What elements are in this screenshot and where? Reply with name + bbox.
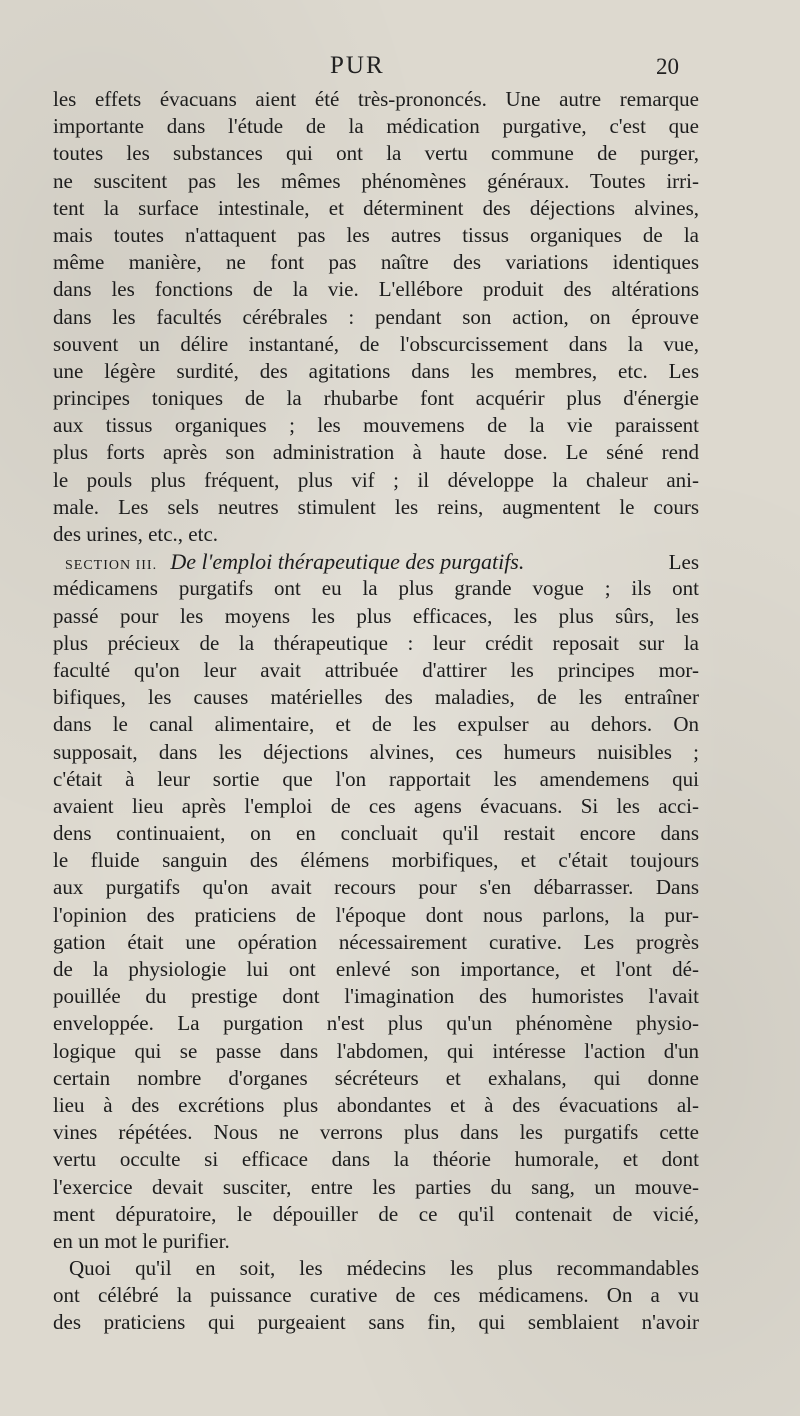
- text-line: ment dépuratoire, le dépouiller de ce qu'il contenait de vicié,: [53, 1201, 699, 1226]
- text-line: ont célébré la puissance curative de ces médicamens. On a vu: [53, 1283, 699, 1308]
- text-line: dans le canal alimentaire, et de les expulser au dehors. On: [53, 712, 699, 737]
- text-line: pouillée du prestige dont l'imagination des humoristes l'avait: [53, 984, 699, 1009]
- page-number: 20: [656, 54, 679, 79]
- text-line: aux purgatifs qu'on avait recours pour s'en débarrasser. Dans: [53, 875, 699, 900]
- text-line: certain nombre d'organes sécréteurs et exhalans, qui donne: [53, 1065, 699, 1090]
- running-head: [0, 52, 800, 88]
- text-line: dans les facultés cérébrales : pendant son action, on éprouve: [53, 304, 699, 329]
- text-line: supposait, dans les déjections alvines, ces humeurs nuisibles ;: [53, 739, 699, 764]
- text-line: aux tissus organiques ; les mouvemens de la vie paraissent: [53, 413, 699, 438]
- text-line: lieu à des excrétions plus abondantes et à des évacuations al-: [53, 1092, 699, 1117]
- text-line: mais toutes n'attaquent pas les autres tissus organiques de la: [53, 222, 699, 247]
- text-line: toutes les substances qui ont la vertu commune de purger,: [53, 141, 699, 166]
- text-line: plus précieux de la thérapeutique : leur crédit reposait sur la: [53, 630, 699, 655]
- text-line: une légère surdité, des agitations dans les membres, etc. Les: [53, 358, 699, 383]
- text-line: souvent un délire instantané, de l'obscurcissement dans la vue,: [53, 331, 699, 356]
- text-line: bifiques, les causes matérielles des maladies, de les entraîner: [53, 685, 699, 710]
- text-line: tent la surface intestinale, et déterminent des déjections alvines,: [53, 195, 699, 220]
- text-line: en un mot le purifier.: [53, 1228, 230, 1253]
- running-title: PUR: [330, 52, 385, 79]
- section-heading: [53, 548, 699, 575]
- text-line: enveloppée. La purgation n'est plus qu'un phénomène physio-: [53, 1011, 699, 1036]
- paragraph-continuation: [53, 86, 699, 548]
- text-line: médicamens purgatifs ont eu la plus grande vogue ; ils ont: [53, 576, 699, 601]
- text-line: ne suscitent pas les mêmes phénomènes généraux. Toutes irri-: [53, 168, 699, 193]
- text-line: importante dans l'étude de la médication purgative, c'est que: [53, 114, 699, 139]
- text-line: male. Les sels neutres stimulent les reins, augmentent le cours: [53, 494, 699, 519]
- section-label: SECTION III.: [65, 558, 158, 574]
- section-title: De l'emploi thérapeutique des purgatifs.: [170, 549, 525, 575]
- text-line: dens continuaient, on en concluait qu'il restait encore dans: [53, 821, 699, 846]
- text-line: c'était à leur sortie que l'on rapportait les amendemens qui: [53, 766, 699, 791]
- text-line: l'exercice devait susciter, entre les parties du sang, un mouve-: [53, 1174, 699, 1199]
- text-line: Quoi qu'il en soit, les médecins les plus recommandables: [69, 1256, 699, 1281]
- text-line: vertu occulte si efficace dans la théorie humorale, et dont: [53, 1147, 699, 1172]
- text-line: vines répétées. Nous ne verrons plus dans les purgatifs cette: [53, 1120, 699, 1145]
- text-line: dans les fonctions de la vie. L'ellébore produit des altérations: [53, 277, 699, 302]
- text-line: le pouls plus fréquent, plus vif ; il développe la chaleur ani-: [53, 467, 699, 492]
- paragraph-next: [53, 1255, 699, 1337]
- text-line: logique qui se passe dans l'abdomen, qui intéresse l'action d'un: [53, 1038, 699, 1063]
- text-line: plus forts après son administration à haute dose. Le séné rend: [53, 440, 699, 465]
- text-line: principes toniques de la rhubarbe font acquérir plus d'énergie: [53, 386, 699, 411]
- text-line: des urines, etc., etc.: [53, 522, 219, 546]
- section-first-word: Les: [668, 550, 699, 575]
- text-line: de la physiologie lui ont enlevé son importance, et l'ont dé-: [53, 957, 699, 981]
- text-line: passé pour les moyens les plus efficaces, les plus sûrs, les: [53, 603, 699, 628]
- text-line: l'opinion des praticiens de l'époque dont nous parlons, la pur-: [53, 902, 699, 927]
- text-line: les effets évacuans aient été très-prononcés. Une autre remarque: [53, 87, 699, 111]
- paragraph-section-body: [53, 575, 699, 1255]
- text-line: faculté qu'on leur avait attribuée d'attirer les principes mor-: [53, 657, 699, 682]
- text-line: même manière, ne font pas naître des variations identiques: [53, 250, 699, 275]
- text-block: [53, 86, 699, 1337]
- text-line: avaient lieu après l'emploi de ces agens évacuans. Si les acci-: [53, 793, 699, 818]
- text-line: gation était une opération nécessairement curative. Les progrès: [53, 929, 699, 954]
- text-line: des praticiens qui purgeaient sans fin, qui semblaient n'avoir: [53, 1310, 699, 1335]
- text-line: le fluide sanguin des élémens morbifiques, et c'était toujours: [53, 848, 699, 873]
